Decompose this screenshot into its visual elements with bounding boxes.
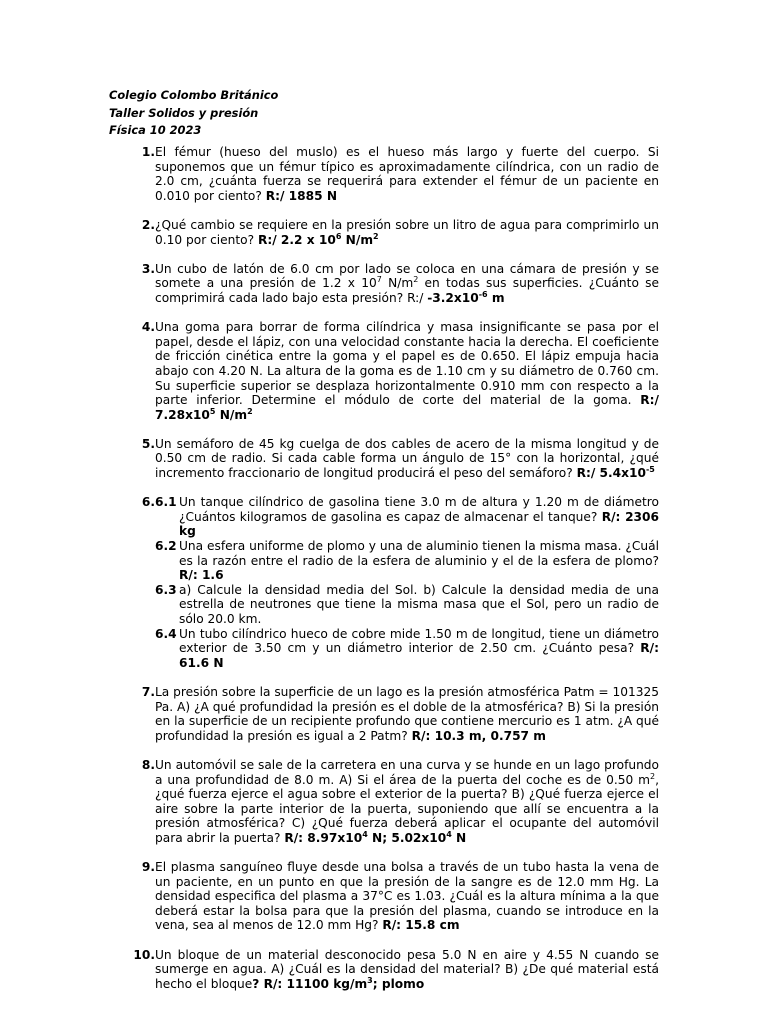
question-6 bbox=[109, 495, 659, 670]
answer: R/: 15.8 cm bbox=[382, 918, 460, 933]
question-5 bbox=[109, 437, 659, 481]
question-8 bbox=[109, 758, 659, 846]
subquestion-6-1: 6.1 Un tanque cilíndrico de gasolina tiene 3.0 m de altura y 1.20 m de diámetro ¿Cuántos kilogramos de gasolina es capaz de almacenar el tanque? R/: 2306 kg bbox=[155, 495, 659, 539]
question-text: ¿Qué cambio se requiere en la presión sobre un litro de agua para comprimirlo un 0.10 por ciento? R:/ 2.2 x $10^6$ $N/m^2$ bbox=[155, 217, 659, 247]
question-text: La presión sobre la superficie de un lago es la presión atmosférica Patm = 101325 Pa. A) ¿A qué profundidad la presión es el doble de la atmosférica? B) Si la presión en la superficie de un recipiente profundo que contiene mercurio es 1 atm. ¿A qué profundidad la presión es igual a 2 Patm? R/: 10.3 m, 0.757 m bbox=[155, 684, 659, 743]
question-text: El plasma sanguíneo fluye desde una bolsa a través de un tubo hasta la vena de un paciente, en un punto en que la presión de la sangre es de 12.0 mm Hg. La densidad especifica del plasma a 37°C es 1.03. ¿Cuál es la altura mínima a la que deberá estar la bolsa para que la presión del plasma, cuando se introduce en la vena, sea al menos de 12.0 mm Hg? R/: 15.8 cm bbox=[155, 860, 659, 933]
answer: R/: $8.97x10^4$ N; $5.02x10^4$ N bbox=[284, 829, 467, 845]
question-4 bbox=[109, 320, 659, 422]
answer: $-3.2x10^{-6}$ m bbox=[427, 289, 505, 305]
question-7 bbox=[109, 685, 659, 743]
question-subparts bbox=[155, 495, 659, 670]
question-1 bbox=[109, 145, 659, 203]
question-number: 10. bbox=[133, 947, 155, 962]
answer: R:/ $7.28x10^5$ $N/m^2$ bbox=[155, 393, 659, 422]
question-number: 2. bbox=[141, 217, 155, 232]
question-text: El fémur (hueso del muslo) es el hueso más largo y fuerte del cuerpo. Si suponemos que un fémur típico es aproximadamente cilíndrica, con un radio de 2.0 cm, ¿cuánta fuerza se requerirá para extender el fémur de un paciente en 0.010 por ciento? R:/ 1885 N bbox=[155, 145, 659, 203]
document-header bbox=[109, 87, 278, 140]
question-number: 6. bbox=[141, 495, 155, 510]
answer: R:/ 2.2 x $10^6$ $N/m^2$ bbox=[257, 231, 379, 247]
question-number: 3. bbox=[141, 261, 155, 276]
question-text: Un bloque de un material desconocido pesa 5.0 N en aire y 4.55 N cuando se sumerge en agua. A) ¿Cuál es la densidad del material? B) ¿De qué material está hecho el bloque? R/: 11100 $kg/m^3$; plomo bbox=[155, 947, 659, 991]
school-name: Colegio Colombo Británico bbox=[109, 88, 279, 102]
answer: ? R/: 11100 $kg/m^3$; plomo bbox=[252, 975, 425, 991]
question-text: Un automóvil se sale de la carretera en una curva y se hunde en un lago profundo a una profundidad de 8.0 m. A) Si el área de la puerta del coche es de 0.50 $m^2$, ¿qué fuerza ejerce el agua sobre el exterior de la puerta? B) ¿Qué fuerza ejerce el aire sobre la parte interior de la puerta, suponiendo que allí se encuentra a la presión atmosférica? C) ¿Qué fuerza deberá aplicar el ocupante del automóvil para abrir la puerta? R/: $8.97x10^4$ N; $5.02x10^4$ N bbox=[155, 757, 659, 845]
course-name: Física 10 2023 bbox=[109, 123, 202, 137]
subquestion-6-2: 6.2 Una esfera uniforme de plomo y una de aluminio tienen la misma masa. ¿Cuál es la razón entre el radio de la esfera de aluminio y el de la esfera de plomo? R/: 1.6 bbox=[155, 539, 659, 583]
question-3 bbox=[109, 262, 659, 306]
subquestion-6-3: 6.3 a) Calcule la densidad media del Sol. b) Calcule la densidad media de una estrella de neutrones que tiene la misma masa que el Sol, pero un radio de sólo 20.0 km. bbox=[155, 582, 659, 626]
question-number: 8. bbox=[141, 757, 155, 772]
workshop-title: Taller Solidos y presión bbox=[109, 105, 259, 120]
question-text: Una goma para borrar de forma cilíndrica y masa insignificante se pasa por el papel, desde el lápiz, con una velocidad constante hacia la derecha. El coeficiente de fricción cinética entre la goma y el papel es de 0.650. El lápiz empuja hacia abajo con 4.20 N. La altura de la goma es de 1.10 cm y su diámetro de 0.760 cm. Su superficie superior se desplaza horizontalmente 0.910 mm con respecto a la parte inferior. Determine el módulo de corte del material de la goma. R:/ $7.28x10^5$ $N/m^2$ bbox=[155, 320, 659, 422]
subquestion-6-4: 6.4 Un tubo cilíndrico hueco de cobre mide 1.50 m de longitud, tiene un diámetro exterior de 3.50 cm y un diámetro interior de 2.50 cm. ¿Cuánto pesa? R/: 61.6 N bbox=[155, 626, 659, 670]
question-9 bbox=[109, 860, 659, 933]
question-10 bbox=[109, 948, 659, 992]
question-list bbox=[109, 145, 659, 1006]
question-number: 1. bbox=[141, 145, 155, 159]
answer: R:/ 1885 N bbox=[265, 188, 338, 203]
question-number: 7. bbox=[141, 684, 155, 699]
question-text: Un semáforo de 45 kg cuelga de dos cables de acero de la misma longitud y de 0.50 cm de radio. Si cada cable forma un ángulo de 15° con la horizontal, ¿qué incremento fraccionario de longitud producirá el peso del semáforo? R:/ $5.4x10^{-5}$ bbox=[155, 436, 659, 481]
question-number: 4. bbox=[141, 320, 155, 335]
answer: R:/ $5.4x10^{-5}$ bbox=[576, 465, 655, 481]
question-number: 5. bbox=[141, 436, 155, 451]
question-number: 9. bbox=[141, 860, 155, 875]
question-text: Un cubo de latón de 6.0 cm por lado se coloca en una cámara de presión y se somete a una presión de 1.2 x $10^7$ $N/m^2$ en todas sus superficies. ¿Cuánto se comprimirá cada lado bajo esta presión? R:/ $-3.2x10^{-6}$ m bbox=[155, 261, 659, 305]
question-2 bbox=[109, 218, 659, 247]
answer: R/: 10.3 m, 0.757 m bbox=[411, 728, 546, 743]
